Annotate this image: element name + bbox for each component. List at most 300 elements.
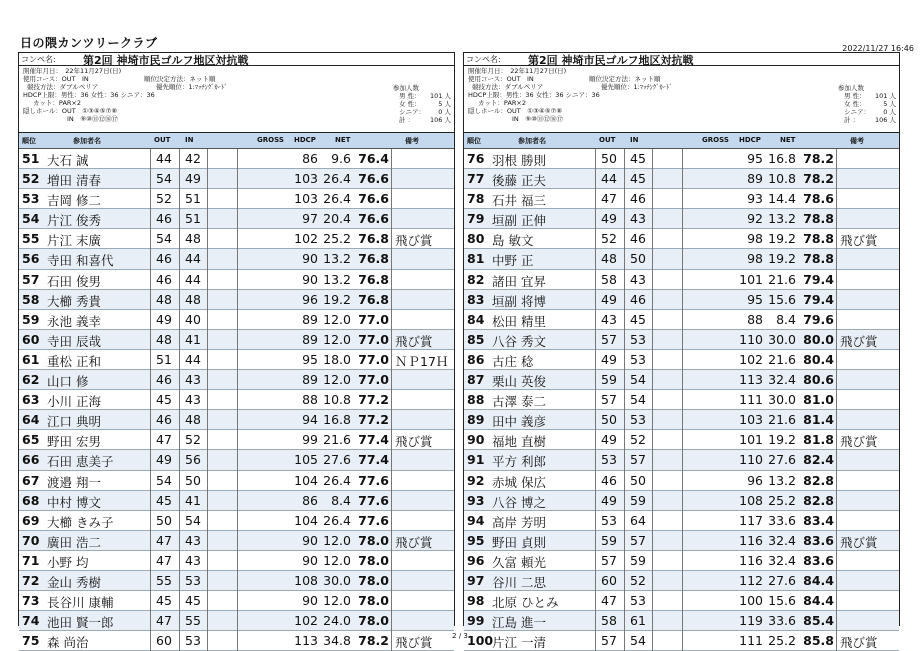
title-bar [464, 53, 899, 66]
hdcp-row: HDCP上限：男性：36 女性：36 シニア：36 [23, 91, 155, 99]
rank-cell: 96 [467, 552, 485, 568]
in-cell: 46 [630, 191, 646, 207]
net-cell: 76.8 [358, 291, 389, 307]
gross-cell: 104 [294, 472, 318, 488]
out-cell: 45 [156, 392, 172, 408]
in-cell: 44 [185, 351, 201, 367]
gross-cell: 110 [739, 331, 763, 347]
net-cell: 77.6 [358, 472, 389, 488]
out-cell: 54 [156, 472, 172, 488]
out-cell: 57 [601, 331, 617, 347]
participant-count [399, 108, 451, 116]
ranking-method: 順位決定方法：ネット順 [589, 75, 661, 83]
name-cell: 大櫛 秀貴 [47, 293, 101, 309]
col-net: NET [335, 136, 351, 144]
name-cell: 栗山 英俊 [492, 374, 546, 390]
gross-cell: 90 [302, 552, 318, 568]
out-cell: 57 [601, 552, 617, 568]
rank-cell: 88 [467, 392, 485, 408]
name-cell: 垣副 正伸 [492, 213, 546, 229]
in-cell: 44 [185, 251, 201, 267]
participant-count [844, 92, 896, 100]
name-cell: 北原 ひとみ [492, 595, 559, 611]
net-cell: 81.0 [803, 392, 834, 408]
out-cell: 49 [601, 291, 617, 307]
format-row: 競技方法：ダブルペリア [472, 83, 544, 91]
note-cell: 飛び賞 [395, 333, 433, 349]
out-cell: 43 [601, 311, 617, 327]
net-cell: 76.8 [358, 251, 389, 267]
gross-cell: 96 [747, 472, 763, 488]
hdcp-cell: 27.6 [768, 572, 796, 588]
rank-cell: 89 [467, 412, 485, 428]
out-cell: 46 [601, 472, 617, 488]
hdcp-cell: 21.6 [323, 432, 351, 448]
note-cell: 飛び賞 [395, 635, 433, 651]
hdcp-cell: 15.6 [768, 291, 796, 307]
net-cell: 77.2 [358, 412, 389, 428]
gross-cell: 98 [747, 231, 763, 247]
hdcp-cell: 25.2 [768, 492, 796, 508]
out-cell: 53 [601, 512, 617, 528]
rank-cell: 94 [467, 512, 485, 528]
net-cell: 79.6 [803, 311, 834, 327]
net-cell: 78.2 [803, 151, 834, 166]
rank-cell: 52 [22, 171, 40, 187]
in-cell: 53 [185, 572, 201, 588]
hdcp-cell: 16.8 [323, 412, 351, 428]
hdcp-cell: 12.0 [323, 532, 351, 548]
name-cell: 増田 清春 [47, 173, 101, 189]
out-cell: 44 [156, 151, 172, 166]
name-cell: 中村 博文 [47, 494, 101, 510]
rank-cell: 70 [22, 532, 40, 548]
out-cell: 48 [156, 331, 172, 347]
rank-cell: 57 [22, 271, 40, 287]
net-cell: 78.8 [803, 211, 834, 227]
gross-cell: 102 [739, 351, 763, 367]
gross-cell: 88 [747, 311, 763, 327]
col-gross: GROSS [257, 136, 284, 144]
out-cell: 46 [156, 271, 172, 287]
name-cell: 平方 利郎 [492, 454, 546, 470]
count-label: シニア： [844, 108, 870, 116]
hdcp-cell: 13.2 [323, 271, 351, 287]
col-hdcp: HDCP [739, 136, 761, 144]
out-cell: 47 [156, 432, 172, 448]
out-cell: 52 [601, 231, 617, 247]
note-cell: 飛び賞 [840, 434, 878, 450]
gross-cell: 104 [294, 512, 318, 528]
hdcp-cell: 21.6 [768, 412, 796, 428]
out-cell: 58 [601, 271, 617, 287]
name-cell: 石田 恵美子 [47, 454, 114, 470]
out-cell: 49 [156, 452, 172, 468]
net-cell: 76.4 [358, 151, 389, 166]
date-row: 開催年月日： 22年11月27日(日) [468, 67, 567, 75]
hdcp-cell: 16.8 [768, 151, 796, 166]
count-value: 5 人 [438, 100, 451, 108]
hdcp-cell: 32.4 [768, 532, 796, 548]
out-cell: 49 [601, 351, 617, 367]
gross-cell: 110 [739, 452, 763, 468]
rank-cell: 72 [22, 572, 40, 588]
count-value: 106 人 [875, 116, 896, 124]
in-cell: 50 [630, 472, 646, 488]
count-label: 計 ： [399, 116, 415, 124]
name-cell: 渡邉 翔一 [47, 474, 101, 490]
gross-cell: 89 [302, 311, 318, 327]
participant-count [844, 108, 896, 116]
page-number: 2 / 3 [452, 632, 468, 640]
gross-cell: 113 [294, 633, 318, 649]
rank-cell: 56 [22, 251, 40, 267]
hdcp-row: HDCP上限：男性：36 女性：36 シニア：36 [468, 91, 600, 99]
in-cell: 54 [185, 512, 201, 528]
rank-cell: 91 [467, 452, 485, 468]
hdcp-cell: 24.0 [323, 613, 351, 629]
gross-cell: 96 [302, 291, 318, 307]
net-cell: 82.8 [803, 472, 834, 488]
name-cell: 田中 義彦 [492, 414, 546, 430]
in-cell: 48 [185, 412, 201, 428]
gross-cell: 89 [747, 171, 763, 187]
hdcp-cell: 19.2 [768, 231, 796, 247]
cut-row: カット：PAR×2 [478, 99, 526, 107]
gross-cell: 90 [302, 532, 318, 548]
name-cell: 森 尚治 [47, 635, 89, 651]
name-cell: 金山 秀樹 [47, 574, 101, 590]
out-cell: 46 [156, 372, 172, 388]
gross-cell: 98 [747, 251, 763, 267]
gross-cell: 94 [302, 412, 318, 428]
gross-cell: 102 [294, 613, 318, 629]
rank-cell: 65 [22, 432, 40, 448]
in-cell: 51 [185, 191, 201, 207]
name-cell: 中野 正 [492, 253, 534, 269]
rank-cell: 62 [22, 372, 40, 388]
name-cell: 垣副 将博 [492, 293, 546, 309]
gross-cell: 88 [302, 392, 318, 408]
net-cell: 76.8 [358, 231, 389, 247]
net-cell: 78.2 [803, 171, 834, 187]
count-label: 計 ： [844, 116, 860, 124]
out-cell: 57 [601, 392, 617, 408]
net-cell: 81.4 [803, 412, 834, 428]
rank-cell: 75 [22, 633, 40, 649]
hdcp-cell: 32.4 [768, 372, 796, 388]
net-cell: 77.0 [358, 311, 389, 327]
hdcp-cell: 34.8 [323, 633, 351, 649]
in-cell: 43 [185, 552, 201, 568]
in-cell: 49 [185, 171, 201, 187]
gross-cell: 89 [302, 331, 318, 347]
name-cell: 福地 直樹 [492, 434, 546, 450]
table-header [464, 132, 899, 149]
competition-title: 第2回 神埼市民ゴルフ地区対抗戦 [528, 54, 694, 67]
rank-cell: 90 [467, 432, 485, 448]
hdcp-cell: 33.6 [768, 512, 796, 528]
col-in: IN [185, 136, 194, 144]
net-cell: 76.6 [358, 211, 389, 227]
in-cell: 50 [630, 251, 646, 267]
participants-label: 参加人数 [393, 84, 419, 92]
net-cell: 77.0 [358, 372, 389, 388]
rank-cell: 63 [22, 392, 40, 408]
gross-cell: 103 [739, 412, 763, 428]
in-cell: 48 [185, 231, 201, 247]
out-cell: 45 [156, 492, 172, 508]
gross-cell: 119 [739, 613, 763, 629]
rank-cell: 82 [467, 271, 485, 287]
in-cell: 53 [630, 331, 646, 347]
date-row: 開催年月日： 22年11月27日(日) [23, 67, 122, 75]
gross-cell: 90 [302, 271, 318, 287]
net-cell: 78.8 [803, 251, 834, 267]
results-table [464, 149, 899, 651]
col-gross: GROSS [702, 136, 729, 144]
hdcp-cell: 9.6 [331, 151, 351, 166]
rank-cell: 99 [467, 613, 485, 629]
in-cell: 48 [185, 291, 201, 307]
gross-cell: 101 [739, 432, 763, 448]
note-cell: 飛び賞 [840, 635, 878, 651]
hidden-holes-out: 隠しホール：OUT ①③④⑤⑦⑧ [23, 107, 118, 115]
name-cell: 野田 宏男 [47, 434, 101, 450]
count-value: 101 人 [430, 92, 451, 100]
name-cell: 寺田 辰哉 [47, 333, 101, 349]
rank-cell: 74 [22, 613, 40, 629]
gross-cell: 90 [302, 251, 318, 267]
out-cell: 49 [601, 211, 617, 227]
name-cell: 谷川 二思 [492, 574, 546, 590]
net-cell: 77.6 [358, 492, 389, 508]
print-timestamp: 2022/11/27 16:46 [842, 44, 914, 53]
hdcp-cell: 27.6 [768, 452, 796, 468]
hdcp-cell: 10.8 [323, 392, 351, 408]
name-cell: 後藤 正夫 [492, 173, 546, 189]
out-cell: 54 [156, 171, 172, 187]
out-cell: 55 [156, 572, 172, 588]
name-cell: 片江 一清 [492, 635, 546, 651]
net-cell: 79.4 [803, 291, 834, 307]
gross-cell: 92 [747, 211, 763, 227]
net-cell: 78.0 [358, 572, 389, 588]
note-cell: 飛び賞 [840, 233, 878, 249]
participants-label: 参加人数 [838, 84, 864, 92]
count-label: シニア： [399, 108, 425, 116]
rank-cell: 79 [467, 211, 485, 227]
out-cell: 47 [156, 552, 172, 568]
rank-cell: 55 [22, 231, 40, 247]
gross-cell: 86 [302, 151, 318, 166]
priority: 優先順位：1:ﾏｯﾁﾝｸﾞｶｰﾄﾞ [156, 83, 228, 91]
net-cell: 78.2 [358, 633, 389, 649]
net-cell: 82.8 [803, 492, 834, 508]
col-name: 参加者名 [73, 137, 101, 145]
priority: 優先順位：1:ﾏｯﾁﾝｸﾞｶｰﾄﾞ [601, 83, 673, 91]
note-cell: 飛び賞 [395, 233, 433, 249]
rank-cell: 87 [467, 372, 485, 388]
hdcp-cell: 19.2 [323, 291, 351, 307]
hdcp-cell: 12.0 [323, 552, 351, 568]
gross-cell: 90 [302, 593, 318, 609]
competition-info [19, 66, 454, 132]
note-cell: 飛び賞 [395, 434, 433, 450]
gross-cell: 102 [294, 231, 318, 247]
note-cell: 飛び賞 [840, 333, 878, 349]
in-cell: 43 [630, 271, 646, 287]
gross-cell: 116 [739, 532, 763, 548]
hdcp-cell: 26.4 [323, 512, 351, 528]
out-cell: 54 [156, 231, 172, 247]
in-cell: 45 [185, 593, 201, 609]
rank-cell: 97 [467, 572, 485, 588]
rank-cell: 67 [22, 472, 40, 488]
name-cell: 羽根 勝則 [492, 153, 546, 168]
net-cell: 76.6 [358, 171, 389, 187]
hdcp-cell: 26.4 [323, 171, 351, 187]
count-value: 101 人 [875, 92, 896, 100]
out-cell: 46 [156, 251, 172, 267]
hidden-holes-out: 隠しホール：OUT ①③④⑤⑦⑧ [468, 107, 563, 115]
in-cell: 46 [630, 231, 646, 247]
gross-cell: 89 [302, 372, 318, 388]
net-cell: 76.6 [358, 191, 389, 207]
col-net: NET [780, 136, 796, 144]
out-cell: 48 [601, 251, 617, 267]
name-cell: 永池 義幸 [47, 313, 101, 329]
name-cell: 古庄 稔 [492, 353, 534, 369]
count-label: 男 性： [399, 92, 421, 100]
competition-title: 第2回 神埼市民ゴルフ地区対抗戦 [83, 54, 249, 67]
gross-cell: 112 [739, 572, 763, 588]
rank-cell: 68 [22, 492, 40, 508]
rank-cell: 100 [467, 633, 494, 649]
hdcp-cell: 27.6 [323, 452, 351, 468]
name-cell: 大櫛 きみ子 [47, 514, 114, 530]
out-cell: 46 [156, 211, 172, 227]
net-cell: 76.8 [358, 271, 389, 287]
count-label: 女 性： [844, 100, 866, 108]
gross-cell: 99 [302, 432, 318, 448]
name-cell: 片江 俊秀 [47, 213, 101, 229]
rank-cell: 60 [22, 331, 40, 347]
rank-cell: 59 [22, 311, 40, 327]
name-cell: 小野 均 [47, 554, 89, 570]
hdcp-cell: 15.6 [768, 593, 796, 609]
gross-cell: 100 [739, 593, 763, 609]
out-cell: 50 [601, 412, 617, 428]
gross-cell: 103 [294, 171, 318, 187]
gross-cell: 113 [739, 372, 763, 388]
hdcp-cell: 25.2 [768, 633, 796, 649]
name-cell: 廣田 浩二 [47, 534, 101, 550]
participant-count [844, 100, 896, 108]
hdcp-cell: 8.4 [331, 492, 351, 508]
net-cell: 84.4 [803, 572, 834, 588]
in-cell: 54 [630, 372, 646, 388]
name-cell: 石井 福三 [492, 193, 546, 209]
name-cell: 久富 頼光 [492, 554, 546, 570]
course-row: 使用コース：OUT IN [468, 75, 534, 83]
rank-cell: 83 [467, 291, 485, 307]
results-panel-right [463, 52, 900, 651]
note-cell: 飛び賞 [840, 534, 878, 550]
in-cell: 45 [630, 311, 646, 327]
hdcp-cell: 30.0 [768, 392, 796, 408]
net-cell: 78.0 [358, 593, 389, 609]
col-name: 参加者名 [518, 137, 546, 145]
participant-count [399, 116, 451, 124]
hdcp-cell: 12.0 [323, 372, 351, 388]
name-cell: 江口 典明 [47, 414, 101, 430]
ranking-method: 順位決定方法：ネット順 [144, 75, 216, 83]
participant-count [399, 92, 451, 100]
out-cell: 52 [156, 191, 172, 207]
hdcp-cell: 30.0 [323, 572, 351, 588]
col-note: 備考 [405, 137, 419, 145]
net-cell: 80.6 [803, 372, 834, 388]
rank-cell: 54 [22, 211, 40, 227]
net-cell: 81.8 [803, 432, 834, 448]
rank-cell: 73 [22, 593, 40, 609]
participant-count [399, 100, 451, 108]
rank-cell: 71 [22, 552, 40, 568]
hdcp-cell: 13.2 [768, 472, 796, 488]
hdcp-cell: 19.2 [768, 432, 796, 448]
rank-cell: 93 [467, 492, 485, 508]
rank-cell: 78 [467, 191, 485, 207]
net-cell: 77.0 [358, 331, 389, 347]
count-label: 女 性： [399, 100, 421, 108]
hdcp-cell: 14.4 [768, 191, 796, 207]
name-cell: 赤城 保広 [492, 474, 546, 490]
rank-cell: 69 [22, 512, 40, 528]
net-cell: 77.4 [358, 432, 389, 448]
out-cell: 49 [601, 492, 617, 508]
rank-cell: 98 [467, 593, 485, 609]
out-cell: 59 [601, 532, 617, 548]
out-cell: 49 [156, 311, 172, 327]
count-value: 106 人 [430, 116, 451, 124]
rank-cell: 95 [467, 532, 485, 548]
net-cell: 80.0 [803, 331, 834, 347]
count-value: 0 人 [438, 108, 451, 116]
rank-cell: 84 [467, 311, 485, 327]
hdcp-cell: 8.4 [776, 311, 796, 327]
in-cell: 61 [630, 613, 646, 629]
out-cell: 53 [601, 452, 617, 468]
gross-cell: 93 [747, 191, 763, 207]
note-cell: ＮＰ17Ｈ [395, 353, 449, 369]
in-cell: 40 [185, 311, 201, 327]
in-cell: 43 [185, 372, 201, 388]
hdcp-cell: 13.2 [323, 251, 351, 267]
in-cell: 52 [185, 432, 201, 448]
gross-cell: 86 [302, 492, 318, 508]
name-cell: 島 敏文 [492, 233, 534, 249]
in-cell: 43 [630, 211, 646, 227]
competition-label: コンペ名: [466, 55, 501, 64]
name-cell: 吉岡 修二 [47, 193, 101, 209]
out-cell: 44 [601, 171, 617, 187]
count-value: 0 人 [883, 108, 896, 116]
out-cell: 57 [601, 633, 617, 649]
in-cell: 43 [185, 392, 201, 408]
gross-cell: 95 [302, 351, 318, 367]
in-cell: 59 [630, 492, 646, 508]
